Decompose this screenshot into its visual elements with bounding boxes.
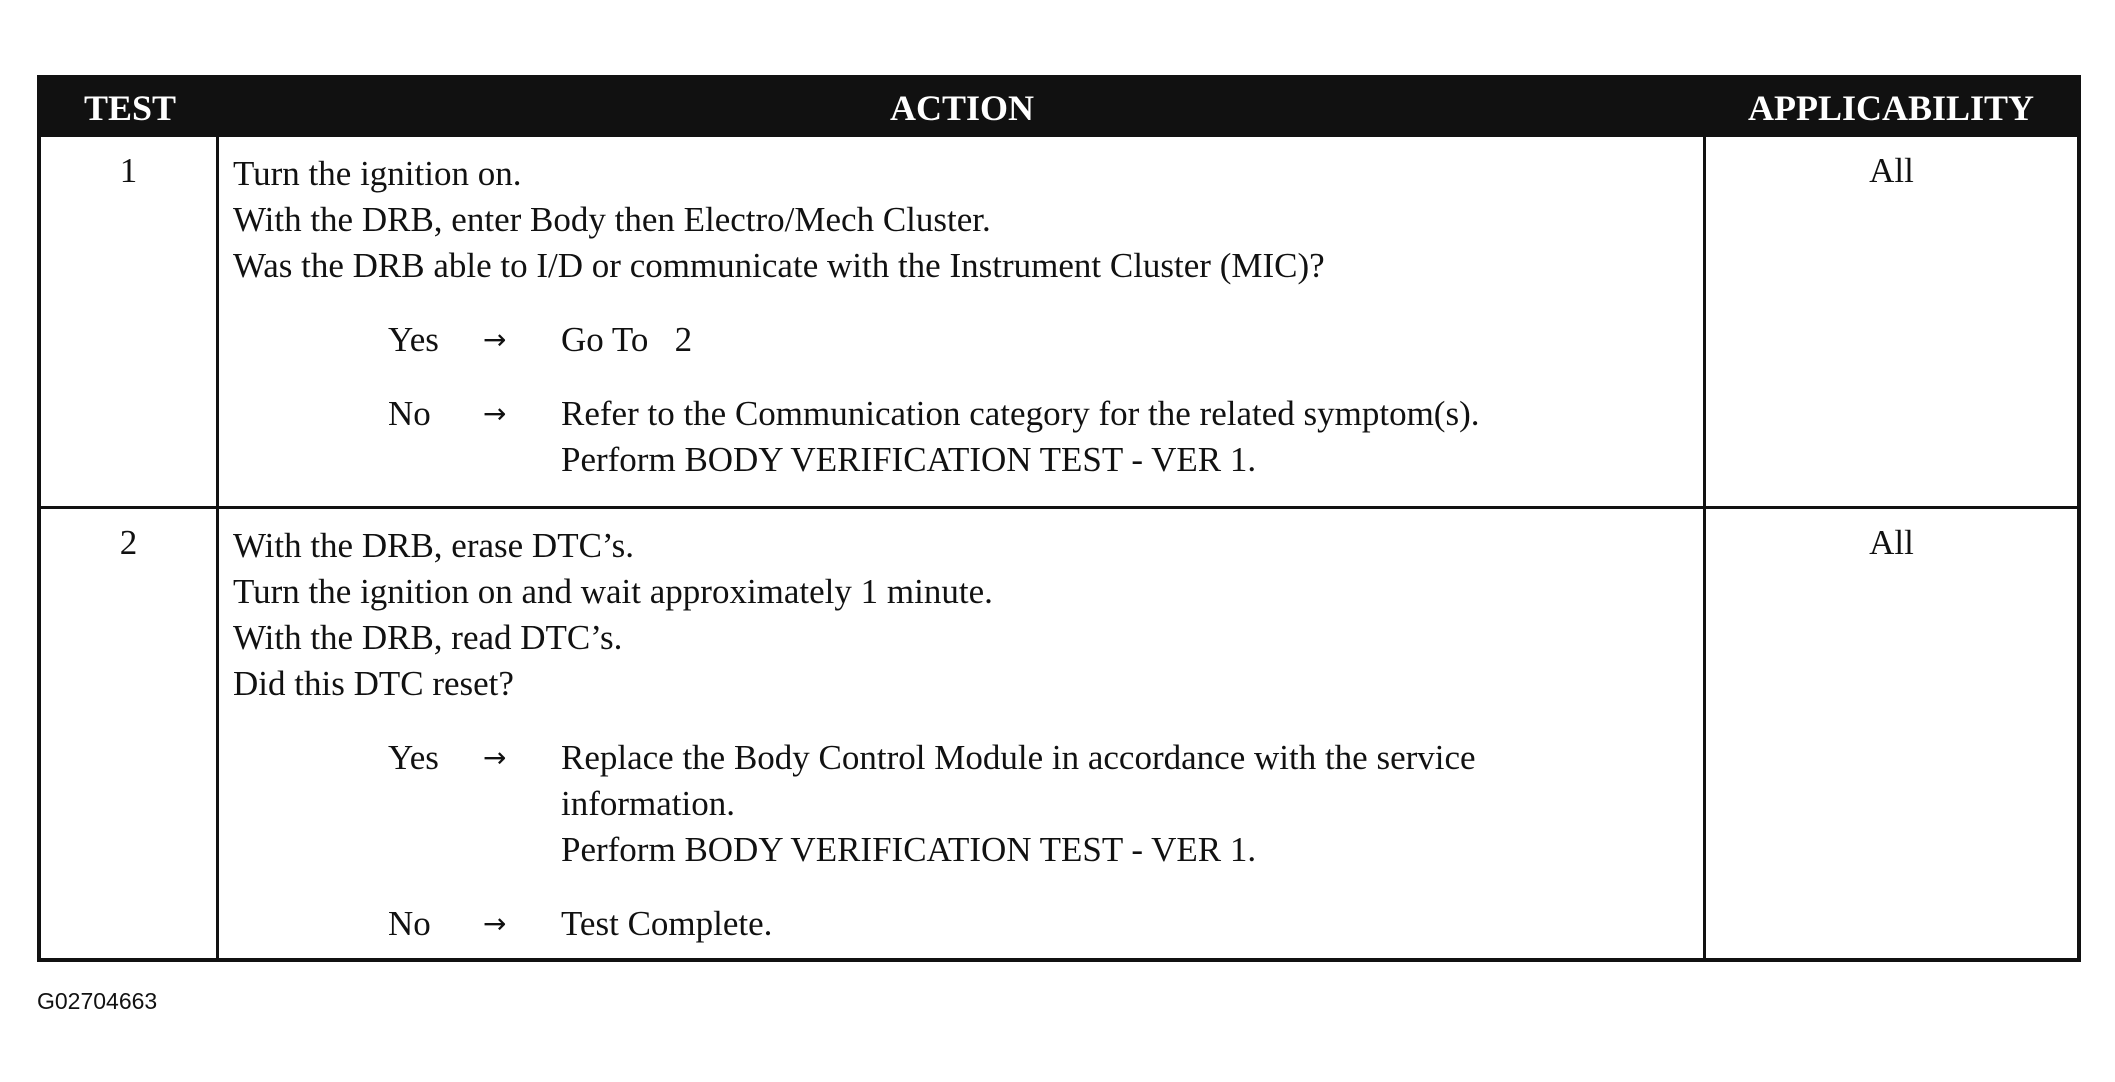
header-applicability: APPLICABILITY: [1747, 88, 2035, 128]
outcome-result: Replace the Body Control Module in accordance with the service: [561, 738, 1476, 777]
outcome-result: Perform BODY VERIFICATION TEST - VER 1.: [561, 830, 1257, 869]
diagnostic-test-table: [37, 75, 2081, 962]
answer-label: No: [388, 904, 431, 943]
outcomes: [233, 317, 1703, 483]
answer-label: Yes: [388, 320, 439, 359]
right-arrow-icon: →: [483, 907, 507, 940]
outcome-yes: [233, 317, 1703, 363]
action-cell: [233, 151, 1703, 483]
header-action: ACTION: [889, 88, 1035, 128]
outcome-result: information.: [561, 784, 735, 823]
action-step: Did this DTC reset?: [233, 664, 514, 703]
action-step: With the DRB, enter Body then Electro/Mech Cluster.: [233, 200, 991, 239]
right-arrow-icon: →: [483, 323, 507, 356]
outcome-result: Refer to the Communication category for the related symptom(s).: [561, 394, 1480, 433]
header-test: TEST: [83, 88, 177, 128]
outcome-no: [233, 901, 1703, 947]
outcomes: [233, 735, 1703, 947]
answer-label: No: [388, 394, 431, 433]
outcome-yes: [233, 735, 1703, 873]
outcome-result: Test Complete.: [561, 904, 773, 943]
action-step: Turn the ignition on and wait approximately 1 minute.: [233, 572, 993, 611]
action-step: Was the DRB able to I/D or communicate with the Instrument Cluster (MIC)?: [233, 246, 1325, 285]
test-number: 2: [119, 523, 138, 562]
test-number: 1: [119, 151, 138, 190]
outcome-result: Go To 2: [561, 320, 693, 359]
right-arrow-icon: →: [483, 741, 507, 774]
table-row: [41, 137, 2077, 506]
table-row: [41, 506, 2077, 961]
outcome-no: [233, 391, 1703, 483]
action-step: Turn the ignition on.: [233, 154, 522, 193]
action-cell: [233, 523, 1703, 947]
right-arrow-icon: →: [483, 397, 507, 430]
answer-label: Yes: [388, 738, 439, 777]
outcome-result: Perform BODY VERIFICATION TEST - VER 1.: [561, 440, 1257, 479]
figure-id: G02704663: [37, 988, 158, 1014]
table-header-row: [41, 79, 2077, 137]
action-step: With the DRB, read DTC’s.: [233, 618, 623, 657]
applicability-cell: All: [1869, 523, 1914, 562]
action-step: With the DRB, erase DTC’s.: [233, 526, 635, 565]
applicability-cell: All: [1869, 151, 1914, 190]
